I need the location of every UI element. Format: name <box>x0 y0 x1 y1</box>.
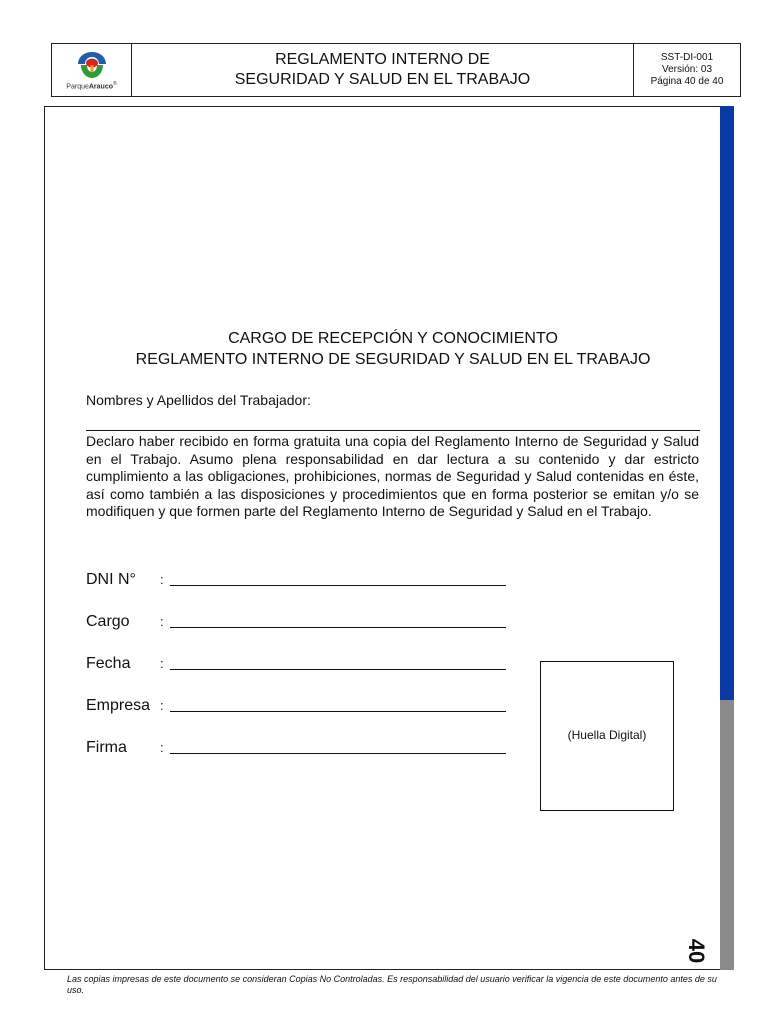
field-cargo <box>86 613 170 631</box>
company-logo <box>52 44 132 96</box>
field-colon: : <box>160 698 164 713</box>
document-header <box>51 43 741 97</box>
page-number: 40 <box>684 938 709 964</box>
field-line <box>170 585 506 586</box>
field-line <box>170 627 506 628</box>
header-title <box>132 44 633 96</box>
document-code: SST-DI-001 <box>660 52 714 63</box>
form-title <box>86 328 700 370</box>
form-title-line1: CARGO DE RECEPCIÓN Y CONOCIMIENTO <box>228 330 558 347</box>
form-title-line2: REGLAMENTO INTERNO DE SEGURIDAD Y SALUD EN EL TRABAJO <box>135 351 651 368</box>
field-line <box>170 669 506 670</box>
header-title-line1: REGLAMENTO INTERNO DE <box>275 51 490 68</box>
field-label: DNI N° <box>86 571 136 588</box>
field-colon: : <box>160 572 164 587</box>
page-indicator: Página 40 de 40 <box>650 76 724 87</box>
field-line <box>170 711 506 712</box>
side-bar-gray <box>720 700 734 970</box>
footer-disclaimer: Las copias impresas de este documento se consideran Copias No Controladas. Es responsabilidad del usuario verificar la vigencia de este documento antes de su uso. <box>67 974 717 995</box>
worker-name-line <box>86 430 700 431</box>
field-label: Cargo <box>86 613 130 630</box>
page-frame <box>44 106 720 970</box>
document-control-info <box>633 44 740 96</box>
field-label: Firma <box>86 739 127 756</box>
fingerprint-label: (Huella Digital) <box>567 728 647 742</box>
field-dni <box>86 571 170 589</box>
header-title-line2: SEGURIDAD Y SALUD EN EL TRABAJO <box>234 71 531 88</box>
field-empresa <box>86 697 170 715</box>
field-firma <box>86 739 170 757</box>
field-colon: : <box>160 614 164 629</box>
side-bar-blue <box>720 106 734 700</box>
field-fecha <box>86 655 170 673</box>
field-label: Empresa <box>86 697 151 714</box>
field-colon: : <box>160 656 164 671</box>
document-version: Versión: 03 <box>661 64 713 75</box>
worker-name-label: Nombres y Apellidos del Trabajador: <box>86 392 311 408</box>
field-line <box>170 753 506 754</box>
fingerprint-box <box>540 661 674 811</box>
declaration-text: Declaro haber recibido en forma gratuita una copia del Reglamento Interno de Seguridad y Salud en el Trabajo. Asumo plena responsabilidad en dar lectura a su contenido y dar estricto cumplimiento a las obligaciones, prohibiciones, normas de Seguridad y Salud contenidas en éste, así como también a las disposiciones y procedimientos que en forma posterior se emitan y/o se modifiquen y que formen parte del Reglamento Interno de Seguridad y Salud en el Trabajo. <box>86 433 699 520</box>
field-colon: : <box>160 740 164 755</box>
logo-wordmark: ParqueArauco® <box>66 80 117 91</box>
parque-arauco-logo-icon <box>75 50 109 80</box>
field-label: Fecha <box>86 655 131 672</box>
